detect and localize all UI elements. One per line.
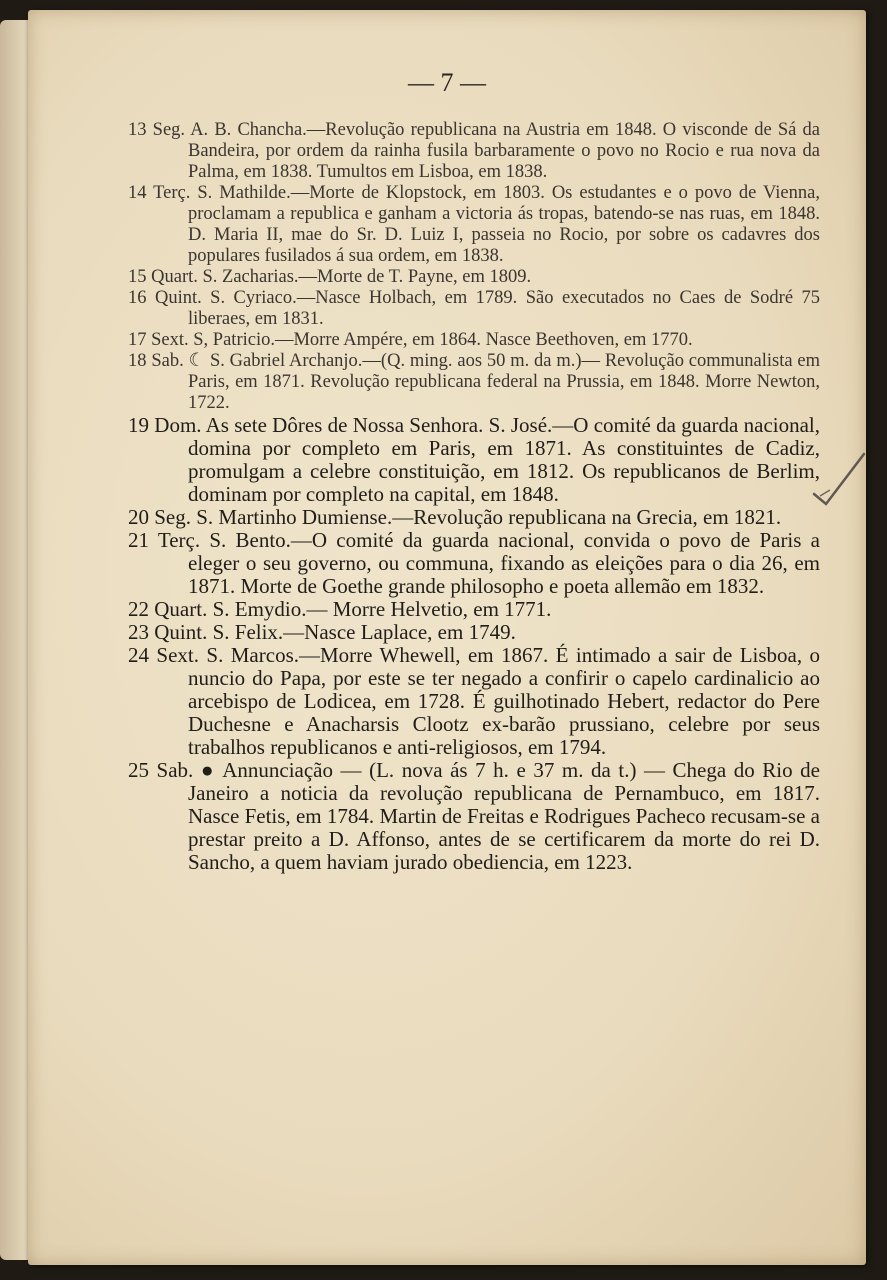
entry-day: 25 bbox=[128, 758, 149, 782]
entry-14 bbox=[128, 183, 820, 267]
entry-text: Quart. S. Emydio.— Morre Helvetio, em 1771. bbox=[154, 597, 552, 621]
entry-text: Terç. S. Bento.—O comité da guarda nacional, convida o povo de Paris a eleger o seu governo, ou communa, fixando as eleições para o dia 26, em 1871. Morte de Goethe grande philosopho e poeta allemão em 1832. bbox=[157, 528, 820, 598]
entry-17 bbox=[128, 330, 820, 351]
entry-text: Sab. ● Annunciação — (L. nova ás 7 h. e 37 m. da t.) — Chega do Rio de Janeiro a noticia da revolução republicana de Pernambuco, em 1817. Nasce Fetis, em 1784. Martin de Freitas e Rodrigues Pacheco recusam-se a prestar preito a D. Affonso, antes de se certificarem da morte do rei D. Sancho, a quem haviam jurado obediencia, em 1223. bbox=[156, 758, 820, 874]
pencil-check-mark bbox=[810, 450, 870, 510]
page-number: — 7 — bbox=[408, 68, 486, 97]
entry-text: Sext. S, Patricio.—Morre Ampére, em 1864. Nasce Beethoven, em 1770. bbox=[151, 330, 693, 350]
entry-text: Quart. S. Zacharias.—Morte de T. Payne, em 1809. bbox=[151, 267, 532, 287]
entry-day: 16 bbox=[128, 288, 147, 308]
entry-22 bbox=[128, 598, 820, 621]
entry-day: 22 bbox=[128, 597, 149, 621]
entry-day: 18 bbox=[128, 351, 147, 371]
entry-21 bbox=[128, 529, 820, 598]
entry-text: Quint. S. Felix.—Nasce Laplace, em 1749. bbox=[154, 620, 516, 644]
entry-day: 14 bbox=[128, 183, 147, 203]
entry-day: 17 bbox=[128, 330, 147, 350]
entry-day: 24 bbox=[128, 643, 149, 667]
entry-day: 13 bbox=[128, 120, 147, 140]
entry-19 bbox=[128, 414, 820, 506]
entry-20 bbox=[128, 506, 820, 529]
entry-day: 23 bbox=[128, 620, 149, 644]
entry-day: 20 bbox=[128, 505, 149, 529]
entry-text: Sab. ☾ S. Gabriel Archanjo.—(Q. ming. aos 50 m. da m.)— Revolução communalista em Paris, em 1871. Revolução republicana federal na Prussia, em 1848. Morre Newton, 1722. bbox=[151, 351, 820, 413]
entry-text: Dom. As sete Dôres de Nossa Senhora. S. José.—O comité da guarda nacional, domina por completo em Paris, em 1871. As constituintes de Cadiz, promulgam a celebre constituição, em 1812. Os republicanos de Berlim, dominam por completo na capital, em 1848. bbox=[154, 413, 821, 506]
entry-text: Quint. S. Cyriaco.—Nasce Holbach, em 1789. São executados no Caes de Sodré 75 liberaes, em 1831. bbox=[154, 288, 820, 329]
entry-24 bbox=[128, 644, 820, 759]
entry-25 bbox=[128, 759, 820, 874]
entry-18 bbox=[128, 351, 820, 414]
entry-16 bbox=[128, 288, 820, 330]
book-page bbox=[28, 10, 866, 1265]
entry-text: Seg. A. B. Chancha.—Revolução republicana na Austria em 1848. O visconde de Sá da Bandeira, por ordem da rainha fusila barbaramente o povo no Rocio e rua nova da Palma, em 1838. Tumultos em Lisboa, em 1838. bbox=[152, 120, 820, 182]
entry-text: Sext. S. Marcos.—Morre Whewell, em 1867. É intimado a sair de Lisboa, o nuncio do Papa, por este se ter negado a confirir o capelo cardinalicio ao arcebispo de Lodicea, em 1728. É guilhotinado Hebert, redactor do Pere Duchesne e Anacharsis Clootz ex-barão prussiano, celebre por seus trabalhos republicanos e anti-religiosos, em 1794. bbox=[156, 643, 821, 759]
entry-15 bbox=[128, 267, 820, 288]
entry-day: 19 bbox=[128, 413, 149, 437]
entry-23 bbox=[128, 621, 820, 644]
entry-13 bbox=[128, 120, 820, 183]
entry-text: Terç. S. Mathilde.—Morte de Klopstock, em 1803. Os estudantes e o povo de Vienna, proclamam a republica e ganham a victoria ás tropas, batendo-se nas ruas, em 1848. D. Maria II, mae do Sr. D. Luiz I, passeia no Rocio, por sobre os cadavres dos populares fusilados á sua ordem, em 1838. bbox=[153, 183, 820, 266]
entry-text: Seg. S. Martinho Dumiense.—Revolução republicana na Grecia, em 1821. bbox=[154, 505, 782, 529]
entry-day: 15 bbox=[128, 267, 147, 287]
almanac-entries bbox=[128, 120, 820, 874]
entry-day: 21 bbox=[128, 528, 149, 552]
